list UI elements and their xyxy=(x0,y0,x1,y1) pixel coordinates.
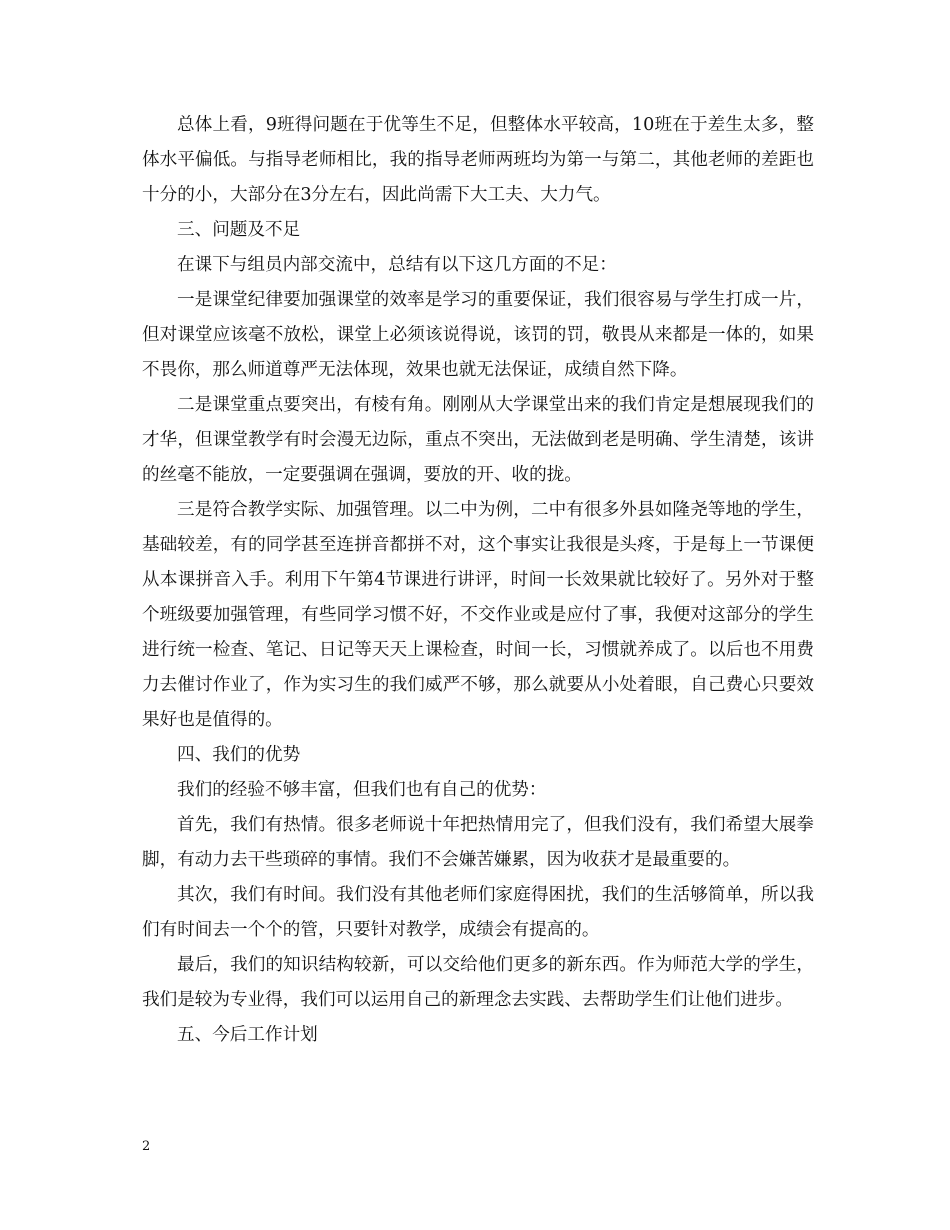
paragraph-knowledge: 最后，我们的知识结构较新，可以交给他们更多的新东西。作为师范大学的学生，我们是较为专业得，我们可以运用自己的新理念去实践、去帮助学生们让他们进步。 xyxy=(142,955,814,1010)
section-heading-future-plan: 五、今后工作计划 xyxy=(177,1025,318,1045)
paragraph-teaching-management: 三是符合教学实际、加强管理。以二中为例，二中有很多外县如隆尧等地的学生，基础较差，有的同学甚至连拼音都拼不对，这个事实让我很是头疼，于是每上一节课便从本课拼音入手。利用下午第4节课进行讲评，时间一长效果就比较好了。另外对于整个班级要加强管理，有些同学习惯不好，不交作业或是应付了事，我便对这部分的学生进行统一检查、笔记、日记等天天上课检查，时间一长，习惯就养成了。以后也不用费力去催讨作业了，作为实习生的我们威严不够，那么就要从小处着眼，自己费心只要效果好也是值得的。 xyxy=(142,500,814,730)
page-number: 2 xyxy=(142,1139,151,1154)
paragraph-overall-comparison: 总体上看，9班得问题在于优等生不足，但整体水平较高，10班在于差生太多，整体水平偏低。与指导老师相比，我的指导老师两班均为第一与第二，其他老师的差距也十分的小，大部分在3分左右，因此尚需下大工夫、大力气。 xyxy=(142,115,814,205)
section-heading-advantages: 四、我们的优势 xyxy=(177,745,301,765)
section-heading-problems: 三、问题及不足 xyxy=(177,220,301,240)
paragraph-problems-intro: 在课下与组员内部交流中，总结有以下这几方面的不足： xyxy=(177,255,617,275)
paragraph-key-points: 二是课堂重点要突出，有棱有角。刚刚从大学课堂出来的我们肯定是想展现我们的才华，但课堂教学有时会漫无边际，重点不突出，无法做到老是明确、学生清楚，该讲的丝毫不能放，一定要强调在强调，要放的开、收的拢。 xyxy=(142,395,814,485)
paragraph-time: 其次，我们有时间。我们没有其他老师们家庭得困扰，我们的生活够简单，所以我们有时间去一个个的管，只要针对教学，成绩会有提高的。 xyxy=(142,885,814,940)
paragraph-enthusiasm: 首先，我们有热情。很多老师说十年把热情用完了，但我们没有，我们希望大展拳脚，有动力去干些琐碎的事情。我们不会嫌苦嫌累，因为收获才是最重要的。 xyxy=(142,815,814,870)
document-body xyxy=(142,108,814,1053)
paragraph-advantages-intro: 我们的经验不够丰富，但我们也有自己的优势： xyxy=(177,780,547,800)
paragraph-classroom-discipline: 一是课堂纪律要加强课堂的效率是学习的重要保证，我们很容易与学生打成一片，但对课堂应该毫不放松，课堂上必须该说得说，该罚的罚，敬畏从来都是一体的，如果不畏你，那么师道尊严无法体现，效果也就无法保证，成绩自然下降。 xyxy=(142,290,814,380)
